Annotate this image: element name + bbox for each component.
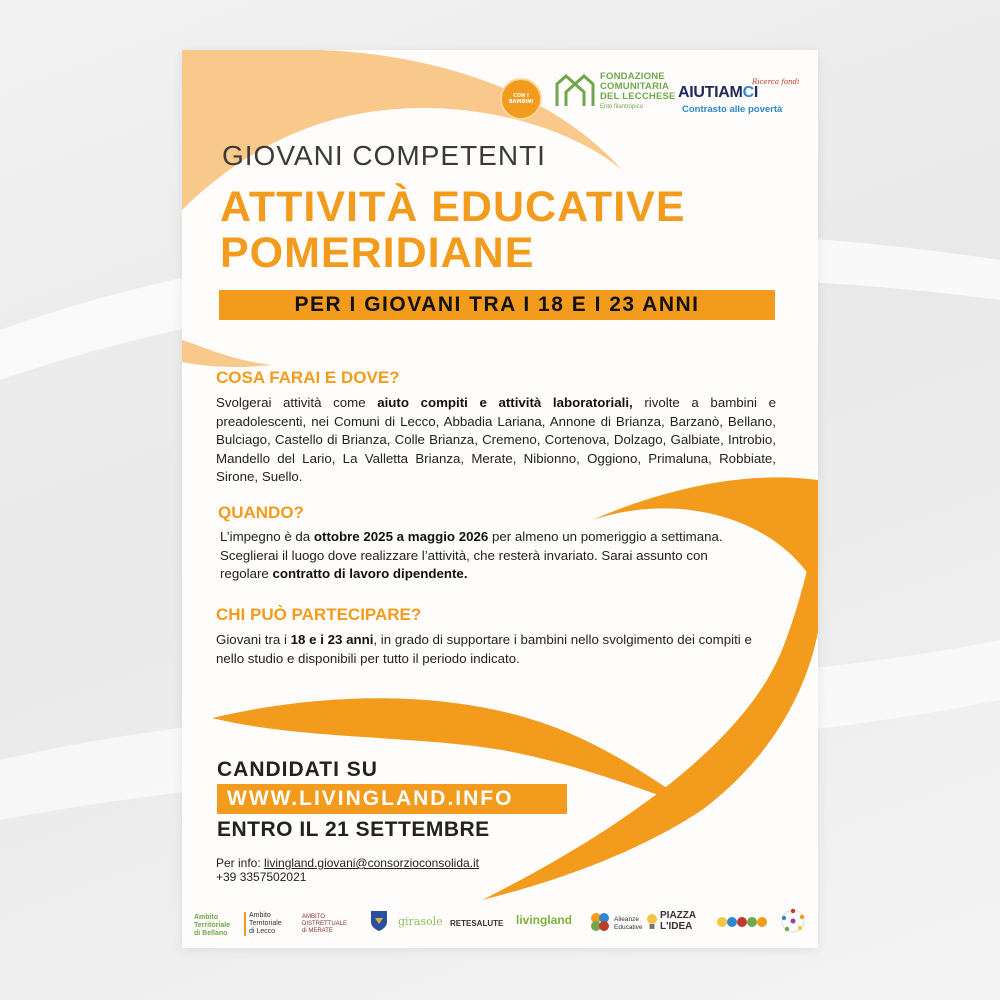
body-bold: 18 e i 23 anni: [290, 632, 374, 647]
main-title-line: POMERIDIANE: [220, 229, 535, 277]
con-i-bambini-logo: [500, 78, 542, 120]
logo-line: Alleanze: [614, 916, 639, 923]
candidati-label: CANDIDATI SU: [217, 758, 378, 781]
colorful-children-logo-icon: [716, 912, 768, 932]
section-cosa-heading: [216, 368, 400, 388]
body-bold: contratto di lavoro dipendente.: [272, 566, 468, 582]
eyebrow-title: GIOVANI COMPETENTI: [222, 140, 546, 171]
section-chi-heading: [216, 605, 421, 625]
footer-logos: [194, 908, 806, 942]
logo-ambito-bellano: [194, 914, 230, 938]
logo-line: Educative: [614, 924, 643, 931]
aiutiamoci-part: I: [753, 84, 758, 101]
logo-line: di MERATE: [302, 928, 333, 934]
body-text: , in grado di supportare i bambini nello svolgimento dei compiti e nello studio e disponibili per tutto il periodo indicato.: [216, 632, 752, 666]
fondazione-line: DEL LECCHESE: [600, 91, 676, 102]
logo-line: di Bellano: [194, 930, 228, 937]
contact-info: [216, 856, 479, 884]
logo-line: Territoriale: [194, 922, 231, 929]
logo-line: Territoriale: [249, 920, 282, 927]
lightbulb-icon: [646, 912, 658, 932]
contact-phone: +39 3357502021: [216, 870, 307, 884]
age-band-text: PER I GIOVANI TRA I 18 E I 23 ANNI: [294, 293, 700, 316]
logo-girasole: girasole: [398, 915, 443, 928]
logo-line: PIAZZA: [660, 910, 697, 921]
aiutiamoci-part: C: [742, 84, 754, 101]
badge-text: CON I BAMBINI: [508, 93, 534, 105]
deadline-text: ENTRO IL 21 SETTEMBRE: [217, 818, 490, 841]
logo-line: AMBITO: [302, 914, 325, 920]
section-cosa-body: [216, 394, 776, 487]
logo-line: di Lecco: [249, 928, 276, 935]
aiutiamoci-part: AIUTIAM: [678, 84, 743, 101]
section-quando-heading: [218, 503, 304, 523]
logo-line: DISTRETTUALE: [302, 921, 348, 927]
body-bold: aiuto compiti e attività laboratoriali,: [377, 395, 633, 410]
body-text: Giovani tra i: [216, 632, 291, 647]
heading-text: COSA FARAI E DOVE?: [216, 368, 400, 387]
aiutiamoci-subtitle: Contrasto alle povertà: [682, 104, 783, 115]
aiutiamoci-logo: [678, 84, 758, 102]
body-bold: ottobre 2025 a maggio 2026: [313, 529, 489, 544]
fondazione-name: [600, 72, 676, 102]
main-title: [220, 184, 800, 276]
logo-ambito-merate: [302, 914, 347, 935]
contact-label: Per info:: [216, 856, 265, 870]
fondazione-logo-icon: [554, 74, 596, 108]
poster: [182, 50, 818, 948]
fondazione-line: FONDAZIONE: [600, 71, 665, 82]
body-text: Svolgerai attività come: [216, 395, 378, 410]
body-text: L’impegno è da: [220, 529, 314, 544]
logo-livingland: livingland: [516, 913, 573, 927]
contact-email-link[interactable]: livingland.giovani@consorzioconsolida.it: [264, 856, 479, 870]
logo-retesalute: RETESALUTE: [450, 919, 504, 928]
logo-alleanze: [614, 916, 643, 932]
alleanze-flower-icon: [588, 910, 612, 934]
circle-dots-logo-icon: [780, 908, 806, 934]
age-band: [219, 290, 775, 320]
logo-line: Ambito: [249, 912, 271, 919]
website-link[interactable]: WWW.LIVINGLAND.INFO: [227, 787, 514, 810]
heading-text: QUANDO?: [218, 503, 304, 522]
main-title-line: ATTIVITÀ EDUCATIVE: [220, 183, 686, 231]
logo-line: Ambito: [194, 914, 219, 921]
logo-line: L'IDEA: [660, 921, 693, 932]
section-quando-body: [220, 528, 760, 584]
logo-ambito-lecco: [244, 912, 295, 936]
aiutiamoci-tagline: Ricerca fondi: [752, 78, 800, 86]
logo-piazza-idea: [660, 910, 696, 932]
body-text: per almeno un pomeriggio a settimana. Sceglierai il luogo dove realizzare l’attività, che resterà invariato. Sarai assunto con regolare: [220, 529, 723, 582]
section-chi-body: [216, 631, 756, 668]
fondazione-line: COMUNITARIA: [600, 81, 670, 92]
fondazione-subtitle: Ente filantropico: [600, 104, 644, 110]
crest-icon: [370, 910, 388, 932]
contact-email-line: [216, 856, 479, 870]
heading-text: CHI PUÒ PARTECIPARE?: [216, 605, 422, 624]
body-text: rivolte a bambini e preadolescenti, nei Comuni di Lecco, Abbadia Lariana, Annone di Brianza, Barzanò, Bellano, Bulciago, Castello di Brianza, Colle Brianza, Cremeno, Cortenova, Dolzago, Galbiate, Introbio, Mandello del Lario, La Valletta Brianza, Merate, Nibionno, Oggiono, Primaluna, Robbiate, Sirone, Suello.: [216, 395, 776, 485]
